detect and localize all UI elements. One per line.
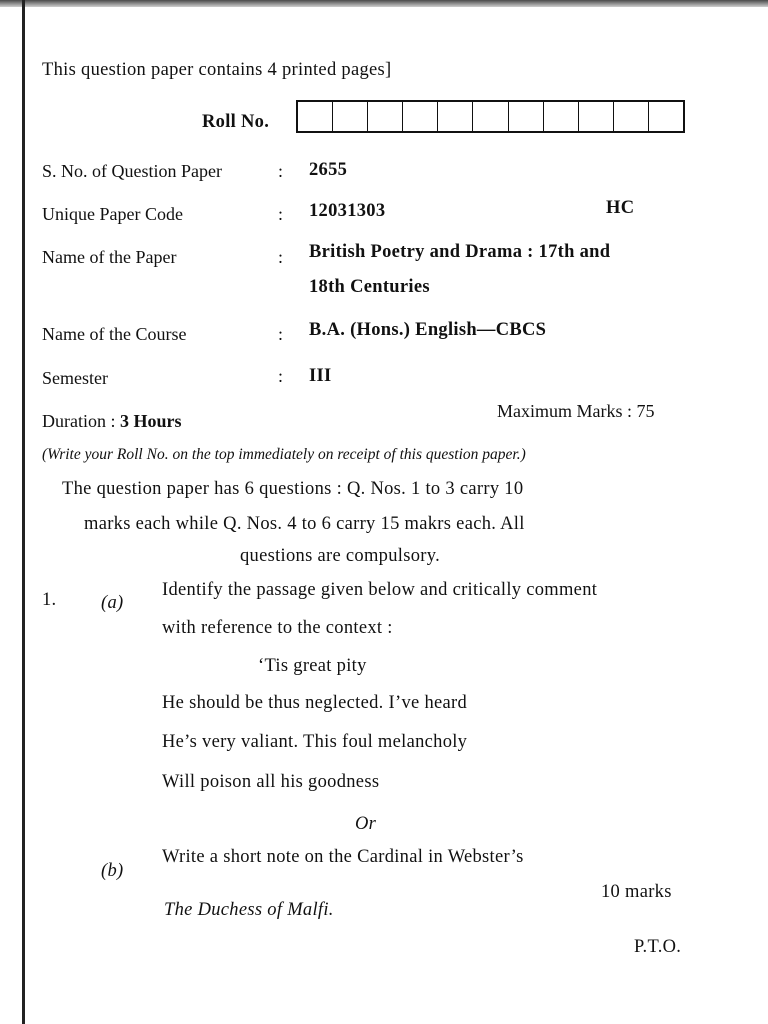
paper-name-label: Name of the Paper bbox=[42, 247, 177, 267]
paper-code-label: Unique Paper Code bbox=[42, 204, 183, 224]
roll-no-box bbox=[438, 102, 473, 131]
hc-marker: HC bbox=[606, 198, 635, 218]
roll-no-box bbox=[614, 102, 649, 131]
course-label: Name of the Course bbox=[42, 324, 187, 344]
roll-no-label: Roll No. bbox=[202, 112, 270, 132]
part-a-line-1: Identify the passage given below and critically comment bbox=[162, 580, 598, 600]
paper-code-value: 12031303 bbox=[309, 201, 386, 221]
or-separator: Or bbox=[355, 814, 377, 834]
duration-value: 3 Hours bbox=[120, 411, 182, 431]
paper-name-line2: 18th Centuries bbox=[309, 277, 430, 297]
roll-no-boxes bbox=[296, 100, 685, 133]
passage-line: He should be thus neglected. I’ve heard bbox=[162, 693, 468, 713]
colon: : bbox=[278, 247, 284, 267]
passage-line: Will poison all his goodness bbox=[162, 772, 380, 792]
marks-note: 10 marks bbox=[601, 882, 672, 902]
roll-no-box bbox=[403, 102, 438, 131]
part-a-label: (a) bbox=[101, 593, 124, 613]
duration bbox=[42, 411, 182, 432]
colon: : bbox=[278, 161, 284, 181]
sno-value: 2655 bbox=[309, 160, 348, 180]
instruction-line-1: The question paper has 6 questions : Q. Nos. 1 to 3 carry 10 bbox=[62, 479, 524, 499]
maximum-marks: Maximum Marks : 75 bbox=[497, 401, 655, 421]
pto: P.T.O. bbox=[634, 937, 682, 957]
roll-no-box bbox=[473, 102, 508, 131]
colon: : bbox=[278, 324, 284, 344]
part-b-line-1: Write a short note on the Cardinal in Webster’s bbox=[162, 847, 524, 867]
duration-label: Duration : bbox=[42, 411, 120, 431]
roll-no-box bbox=[509, 102, 544, 131]
passage-line: ‘Tis great pity bbox=[258, 656, 367, 676]
roll-no-box bbox=[333, 102, 368, 131]
instruction-line-3: questions are compulsory. bbox=[240, 546, 440, 566]
part-a-line-2: with reference to the context : bbox=[162, 618, 393, 638]
paper-name-line1: British Poetry and Drama : 17th and bbox=[309, 242, 611, 262]
roll-no-box bbox=[579, 102, 614, 131]
roll-instruction: (Write your Roll No. on the top immediately on receipt of this question paper.) bbox=[42, 446, 526, 463]
roll-no-box bbox=[298, 102, 333, 131]
printed-pages-note: This question paper contains 4 printed pages] bbox=[42, 60, 392, 80]
page-left-edge bbox=[22, 0, 25, 1024]
semester-value: III bbox=[309, 366, 332, 386]
colon: : bbox=[278, 366, 284, 386]
part-b-title: The Duchess of Malfi. bbox=[164, 900, 334, 920]
roll-no-box bbox=[368, 102, 403, 131]
colon: : bbox=[278, 204, 284, 224]
semester-label: Semester bbox=[42, 368, 108, 388]
roll-no-box bbox=[649, 102, 683, 131]
sno-label: S. No. of Question Paper bbox=[42, 161, 222, 181]
course-value: B.A. (Hons.) English—CBCS bbox=[309, 320, 547, 340]
part-b-label: (b) bbox=[101, 861, 124, 881]
instruction-line-2: marks each while Q. Nos. 4 to 6 carry 15 makrs each. All bbox=[84, 514, 525, 534]
question-number: 1. bbox=[42, 590, 57, 610]
page-top-edge bbox=[0, 0, 768, 7]
roll-no-box bbox=[544, 102, 579, 131]
passage-line: He’s very valiant. This foul melancholy bbox=[162, 732, 468, 752]
